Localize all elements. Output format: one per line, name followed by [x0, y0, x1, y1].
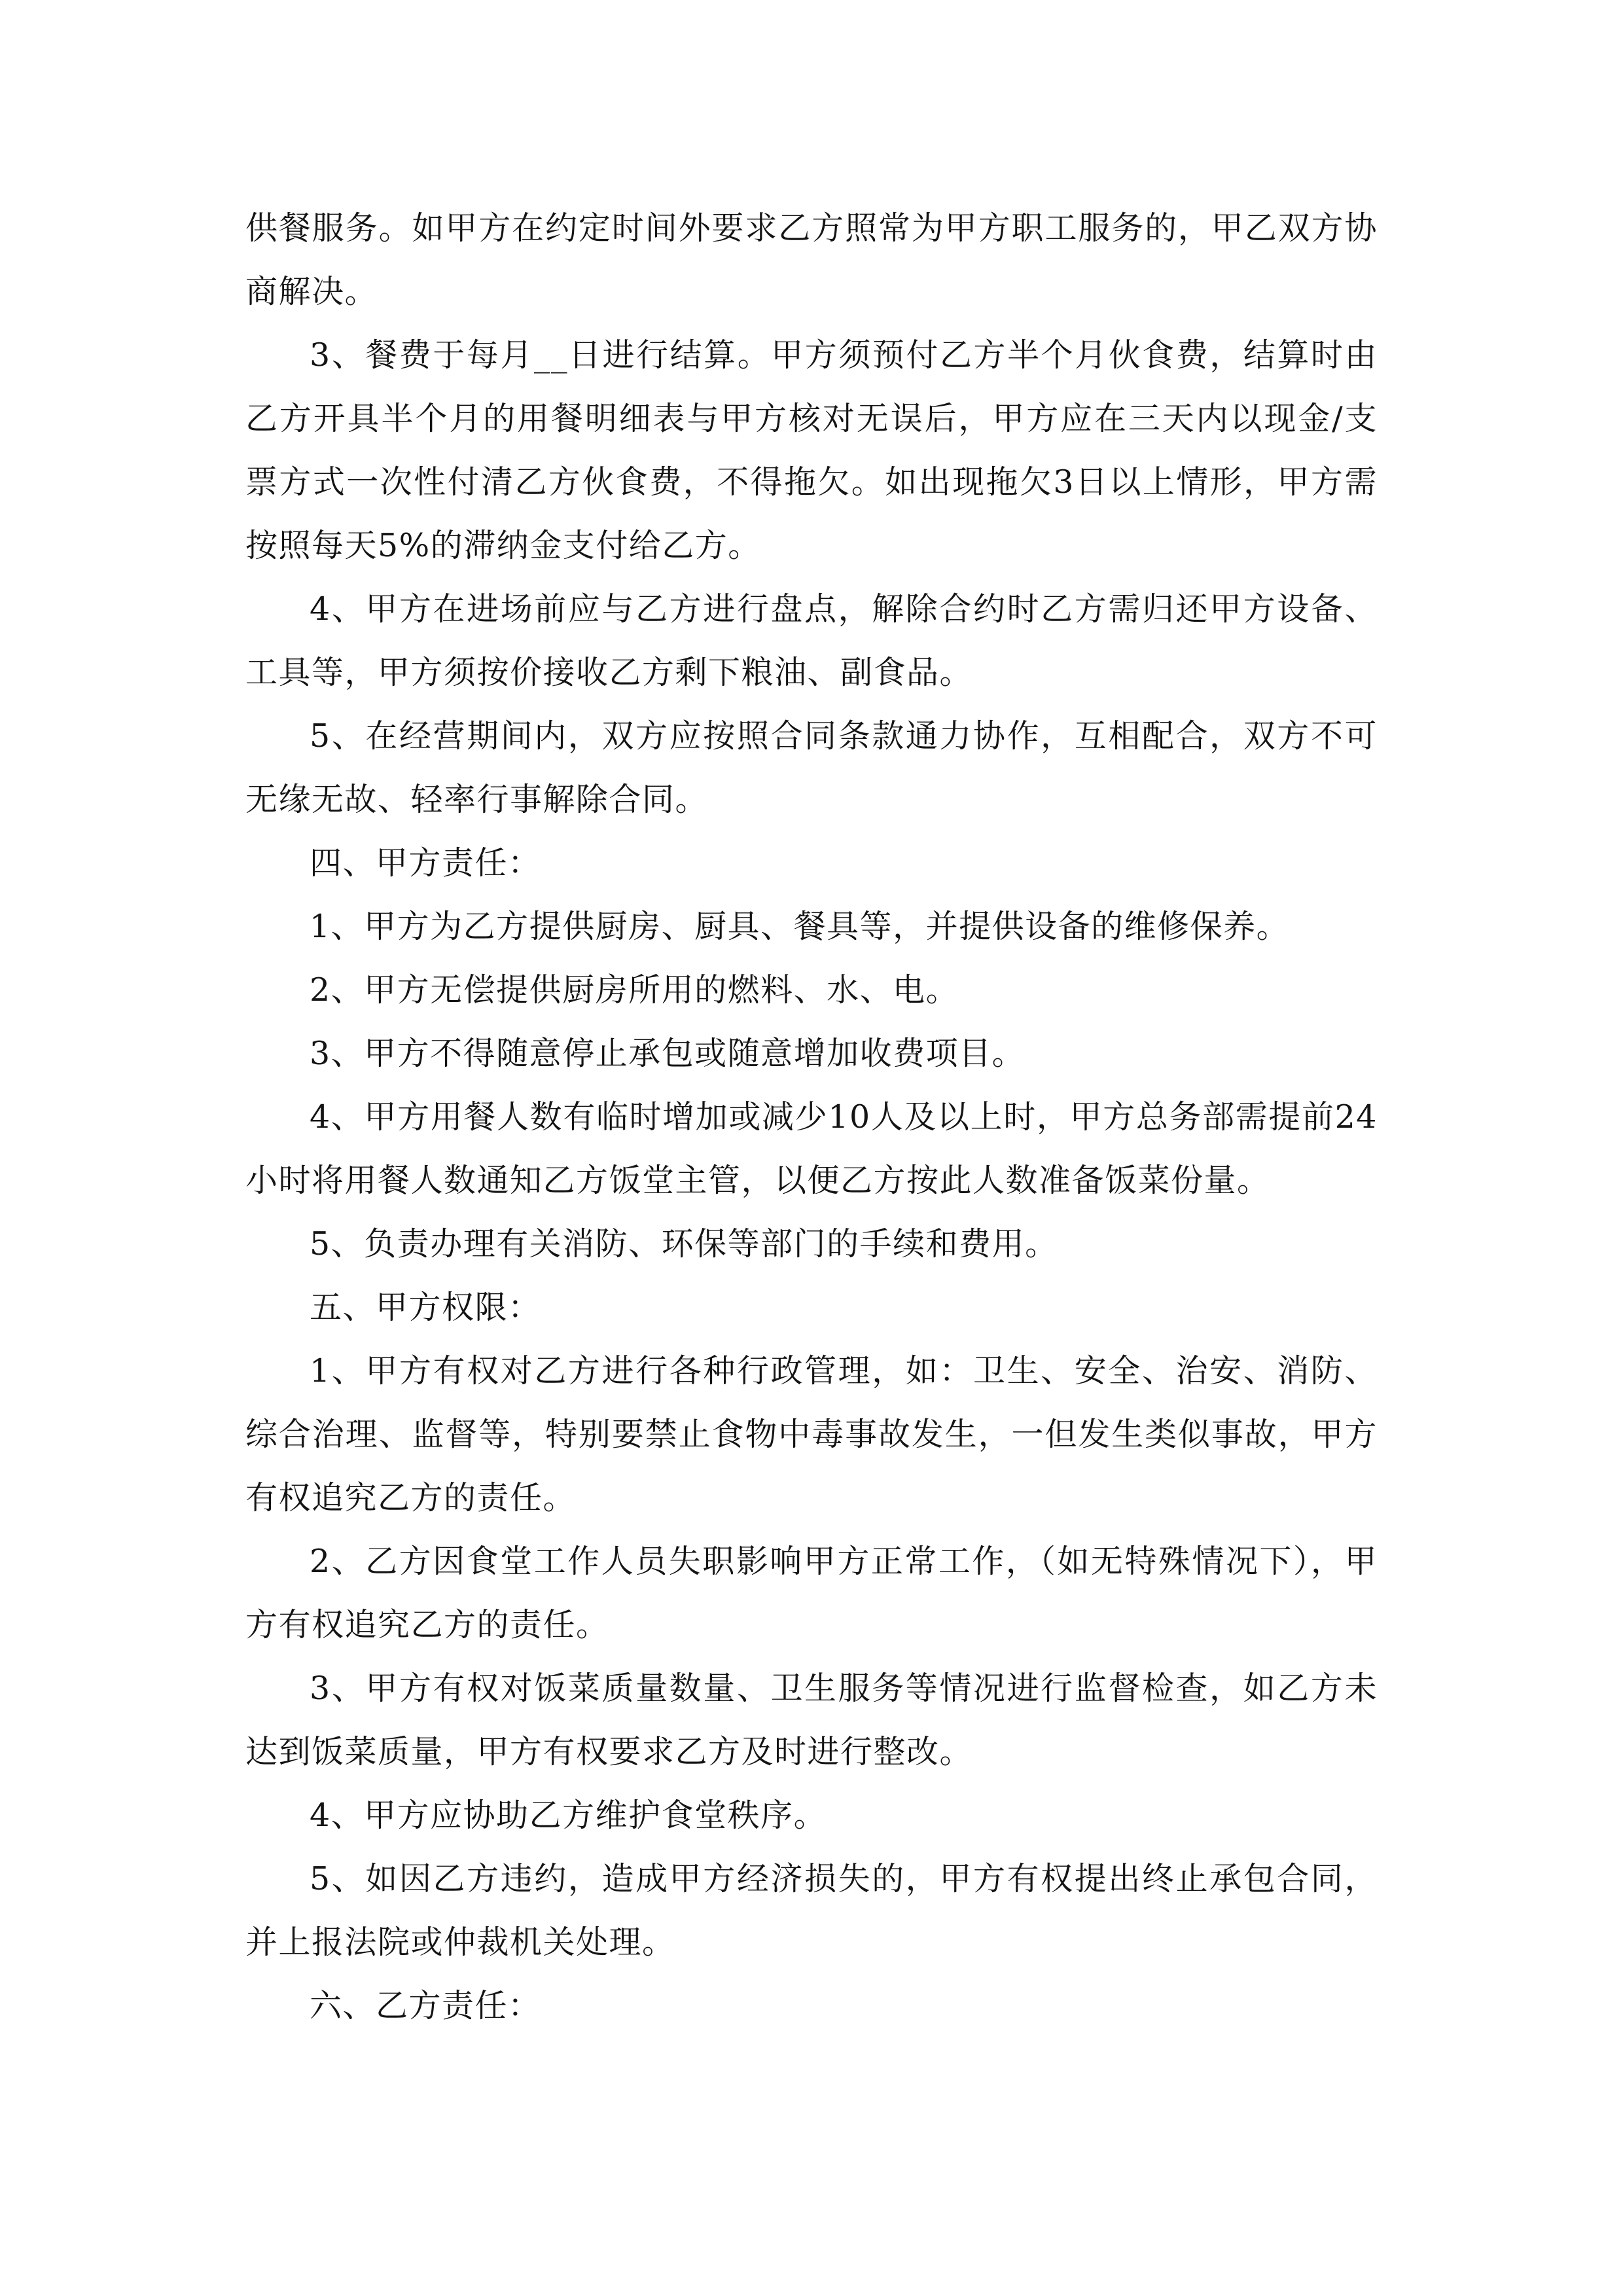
- paragraph-right-4: 4、甲方应协助乙方维护食堂秩序。: [310, 1797, 827, 1834]
- paragraph-duty-1: 1、甲方为乙方提供厨房、厨具、餐具等，并提供设备的维修保养。: [310, 908, 1290, 945]
- paragraph-duty-4: 4、甲方用餐人数有临时增加或减少10人及以上时，甲方总务部需提前24小时将用餐人数通知乙方饭堂主管，以便乙方按此人数准备饭菜份量。: [245, 1098, 1378, 1199]
- document-body: [245, 196, 1378, 2037]
- paragraph-right-5: 5、如因乙方违约，造成甲方经济损失的，甲方有权提出终止承包合同，并上报法院或仲裁机关处理。: [245, 1860, 1378, 1961]
- paragraph-duty-5: 5、负责办理有关消防、环保等部门的手续和费用。: [310, 1225, 1058, 1263]
- paragraph-clause-4-inventory: 4、甲方在进场前应与乙方进行盘点，解除合约时乙方需归还甲方设备、工具等，甲方须按价接收乙方剩下粮油、副食品。: [245, 590, 1378, 691]
- section-heading-party-a-duties: 四、甲方责任：: [310, 844, 541, 882]
- section-heading-party-b-duties: 六、乙方责任：: [310, 1987, 541, 2024]
- paragraph-duty-3: 3、甲方不得随意停止承包或随意增加收费项目。: [310, 1035, 1026, 1072]
- paragraph-clause-5-cooperation: 5、在经营期间内，双方应按照合同条款通力协作，互相配合，双方不可无缘无故、轻率行事解除合同。: [245, 717, 1378, 818]
- section-heading-party-a-rights: 五、甲方权限：: [310, 1289, 541, 1326]
- paragraph-right-1: 1、甲方有权对乙方进行各种行政管理，如：卫生、安全、治安、消防、综合治理、监督等，特别要禁止食物中毒事故发生，一但发生类似事故，甲方有权追究乙方的责任。: [245, 1352, 1378, 1516]
- paragraph-duty-2: 2、甲方无偿提供厨房所用的燃料、水、电。: [310, 971, 959, 1009]
- paragraph-right-2: 2、乙方因食堂工作人员失职影响甲方正常工作，（如无特殊情况下），甲方有权追究乙方的责任。: [245, 1543, 1378, 1643]
- paragraph-right-3: 3、甲方有权对饭菜质量数量、卫生服务等情况进行监督检查，如乙方未达到饭菜质量，甲方有权要求乙方及时进行整改。: [245, 1670, 1378, 1770]
- paragraph-clause-3-settlement: 3、餐费于每月__日进行结算。甲方须预付乙方半个月伙食费，结算时由乙方开具半个月的用餐明细表与甲方核对无误后，甲方应在三天内以现金/支票方式一次性付清乙方伙食费，不得拖欠。如出现拖欠3日以上情形，甲方需按照每天5%的滞纳金支付给乙方。: [245, 336, 1378, 564]
- paragraph-continuation: 供餐服务。如甲方在约定时间外要求乙方照常为甲方职工服务的，甲乙双方协商解决。: [245, 209, 1378, 310]
